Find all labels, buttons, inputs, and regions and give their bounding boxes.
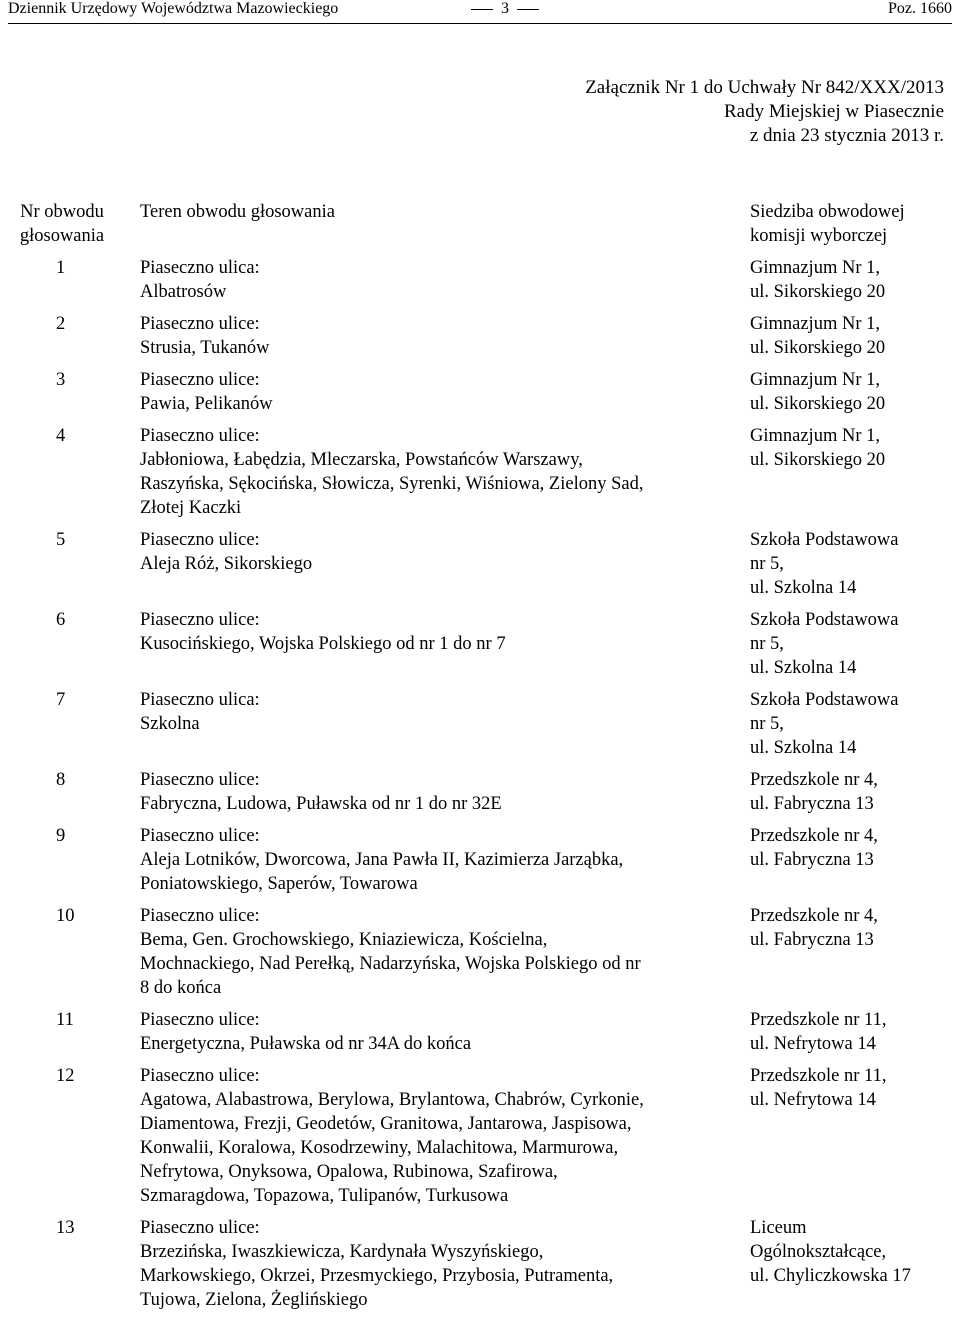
district-number: 3	[56, 370, 66, 390]
seat-line: Przedszkole nr 11,	[750, 1010, 887, 1030]
seat-line: nr 5,	[750, 714, 784, 734]
district-area	[124, 528, 750, 600]
district-number: 10	[56, 906, 75, 926]
seat-line: ul. Fabryczna 13	[750, 794, 874, 814]
district-number: 7	[56, 690, 66, 710]
street-line: 8 do końca	[140, 978, 222, 998]
street-line: Mochnackiego, Nad Perełką, Nadarzyńska, Wojska Polskiego od nr	[140, 954, 641, 974]
annex-block	[585, 76, 944, 148]
annex-line-2: Rady Miejskiej w Piasecznie	[723, 101, 944, 122]
district-area	[124, 904, 750, 1000]
seat-line: ul. Sikorskiego 20	[750, 394, 886, 414]
district-number: 13	[56, 1218, 75, 1238]
commission-seat	[750, 256, 960, 304]
table-row	[0, 904, 960, 1008]
area-label: Piaseczno ulice:	[140, 826, 260, 846]
district-number: 5	[56, 530, 66, 550]
street-line: Energetyczna, Puławska od nr 34A do końca	[140, 1034, 472, 1054]
street-line: Szkolna	[140, 714, 200, 734]
table-row	[0, 256, 960, 312]
street-line: Złotej Kaczki	[140, 498, 242, 518]
area-label: Piaseczno ulice:	[140, 370, 260, 390]
area-label: Piaseczno ulice:	[140, 906, 260, 926]
area-label: Piaseczno ulice:	[140, 770, 260, 790]
street-line: Fabryczna, Ludowa, Puławska od nr 1 do nr 32E	[140, 794, 502, 814]
header-commission-seat: Siedziba obwodowej komisji wyborczej	[750, 202, 905, 246]
table-row	[0, 824, 960, 904]
seat-line: ul. Sikorskiego 20	[750, 338, 886, 358]
area-label: Piaseczno ulice:	[140, 426, 260, 446]
commission-seat	[750, 368, 960, 416]
seat-line: Gimnazjum Nr 1,	[750, 314, 880, 334]
journal-title: Dziennik Urzędowy Województwa Mazowieckiego	[8, 0, 339, 17]
district-area	[124, 1216, 750, 1312]
seat-line: Przedszkole nr 4,	[750, 770, 878, 790]
area-label: Piaseczno ulice:	[140, 1010, 260, 1030]
area-label: Piaseczno ulice:	[140, 1066, 260, 1086]
commission-seat	[750, 768, 960, 816]
annex-line-3: z dnia 23 stycznia 2013 r.	[749, 125, 944, 146]
commission-seat	[750, 1216, 960, 1312]
page-header	[8, 0, 952, 22]
street-line: Aleja Lotników, Dworcowa, Jana Pawła II, Kazimierza Jarząbka,	[140, 850, 624, 870]
district-number: 9	[56, 826, 66, 846]
district-area	[124, 424, 750, 520]
street-line: Aleja Róż, Sikorskiego	[140, 554, 313, 574]
seat-line: Szkoła Podstawowa	[750, 690, 899, 710]
street-line: Strusia, Tukanów	[140, 338, 270, 358]
district-area	[124, 688, 750, 760]
street-line: Diamentowa, Frezji, Geodetów, Granitowa, Jantarowa, Jaspisowa,	[140, 1114, 632, 1134]
district-number: 2	[56, 314, 66, 334]
district-area	[124, 824, 750, 896]
district-area	[124, 1008, 750, 1056]
district-number: 12	[56, 1066, 75, 1086]
district-number: 6	[56, 610, 66, 630]
district-number: 4	[56, 426, 66, 446]
table-row	[0, 1008, 960, 1064]
seat-line: ul. Nefrytowa 14	[750, 1090, 876, 1110]
area-label: Piaseczno ulica:	[140, 690, 260, 710]
street-line: Nefrytowa, Onyksowa, Opalowa, Rubinowa, Szafirowa,	[140, 1162, 558, 1182]
area-label: Piaseczno ulice:	[140, 610, 260, 630]
commission-seat	[750, 824, 960, 896]
commission-seat	[750, 904, 960, 1000]
district-area	[124, 768, 750, 816]
seat-line: ul. Szkolna 14	[750, 738, 857, 758]
commission-seat	[750, 312, 960, 360]
table-row	[0, 1064, 960, 1216]
district-area	[124, 608, 750, 680]
annex-line-1: Załącznik Nr 1 do Uchwały Nr 842/XXX/2013	[585, 77, 944, 98]
seat-line: Gimnazjum Nr 1,	[750, 426, 880, 446]
table-row	[0, 1216, 960, 1320]
seat-line: Przedszkole nr 11,	[750, 1066, 887, 1086]
table-row	[0, 688, 960, 768]
street-line: Bema, Gen. Grochowskiego, Kniaziewicza, Kościelna,	[140, 930, 548, 950]
seat-line: nr 5,	[750, 554, 784, 574]
commission-seat	[750, 1064, 960, 1208]
page-number: 3	[463, 0, 547, 18]
street-line: Albatrosów	[140, 282, 227, 302]
seat-line: Przedszkole nr 4,	[750, 906, 878, 926]
header-divider	[8, 23, 952, 24]
seat-line: Szkoła Podstawowa	[750, 530, 899, 550]
street-line: Raszyńska, Sękocińska, Słowicza, Syrenki, Wiśniowa, Zielony Sad,	[140, 474, 644, 494]
district-area	[124, 256, 750, 304]
districts-table	[0, 200, 960, 1320]
seat-line: Liceum	[750, 1218, 807, 1238]
seat-line: ul. Nefrytowa 14	[750, 1034, 876, 1054]
commission-seat	[750, 528, 960, 600]
seat-line: Gimnazjum Nr 1,	[750, 258, 880, 278]
district-number: 11	[56, 1010, 74, 1030]
seat-line: ul. Sikorskiego 20	[750, 450, 886, 470]
seat-line: nr 5,	[750, 634, 784, 654]
area-label: Piaseczno ulice:	[140, 530, 260, 550]
seat-line: Gimnazjum Nr 1,	[750, 370, 880, 390]
street-line: Konwalii, Koralowa, Kosodrzewiny, Malachitowa, Marmurowa,	[140, 1138, 619, 1158]
district-number: 8	[56, 770, 66, 790]
street-line: Kusocińskiego, Wojska Polskiego od nr 1 do nr 7	[140, 634, 506, 654]
table-row	[0, 368, 960, 424]
area-label: Piaseczno ulica:	[140, 258, 260, 278]
seat-line: Przedszkole nr 4,	[750, 826, 878, 846]
street-line: Pawia, Pelikanów	[140, 394, 273, 414]
seat-line: ul. Szkolna 14	[750, 658, 857, 678]
seat-line: ul. Fabryczna 13	[750, 930, 874, 950]
street-line: Tujowa, Zielona, Żeglińskiego	[140, 1290, 368, 1310]
street-line: Poniatowskiego, Saperów, Towarowa	[140, 874, 418, 894]
table-row	[0, 768, 960, 824]
district-area	[124, 368, 750, 416]
seat-line: ul. Sikorskiego 20	[750, 282, 886, 302]
table-row	[0, 528, 960, 608]
commission-seat	[750, 424, 960, 520]
seat-line: ul. Fabryczna 13	[750, 850, 874, 870]
street-line: Jabłoniowa, Łabędzia, Mleczarska, Powstańców Warszawy,	[140, 450, 583, 470]
table-header-row	[0, 200, 960, 256]
header-district-number: Nr obwodu głosowania	[19, 202, 105, 246]
commission-seat	[750, 608, 960, 680]
table-row	[0, 424, 960, 528]
commission-seat	[750, 1008, 960, 1056]
commission-seat	[750, 688, 960, 760]
area-label: Piaseczno ulice:	[140, 314, 260, 334]
position-number: Poz. 1660	[888, 0, 952, 17]
district-number: 1	[56, 258, 66, 278]
district-area	[124, 1064, 750, 1208]
street-line: Agatowa, Alabastrowa, Berylowa, Brylantowa, Chabrów, Cyrkonie,	[140, 1090, 644, 1110]
seat-line: Szkoła Podstawowa	[750, 610, 899, 630]
street-line: Szmaragdowa, Topazowa, Tulipanów, Turkusowa	[140, 1186, 509, 1206]
district-area	[124, 312, 750, 360]
street-line: Brzezińska, Iwaszkiewicza, Kardynała Wyszyńskiego,	[140, 1242, 544, 1262]
seat-line: ul. Szkolna 14	[750, 578, 857, 598]
header-district-area: Teren obwodu głosowania	[140, 202, 335, 222]
seat-line: Ogólnokształcące,	[750, 1242, 887, 1262]
area-label: Piaseczno ulice:	[140, 1218, 260, 1238]
seat-line: ul. Chyliczkowska 17	[750, 1266, 911, 1286]
table-row	[0, 312, 960, 368]
street-line: Markowskiego, Okrzei, Przesmyckiego, Przybosia, Putramenta,	[140, 1266, 614, 1286]
table-row	[0, 608, 960, 688]
